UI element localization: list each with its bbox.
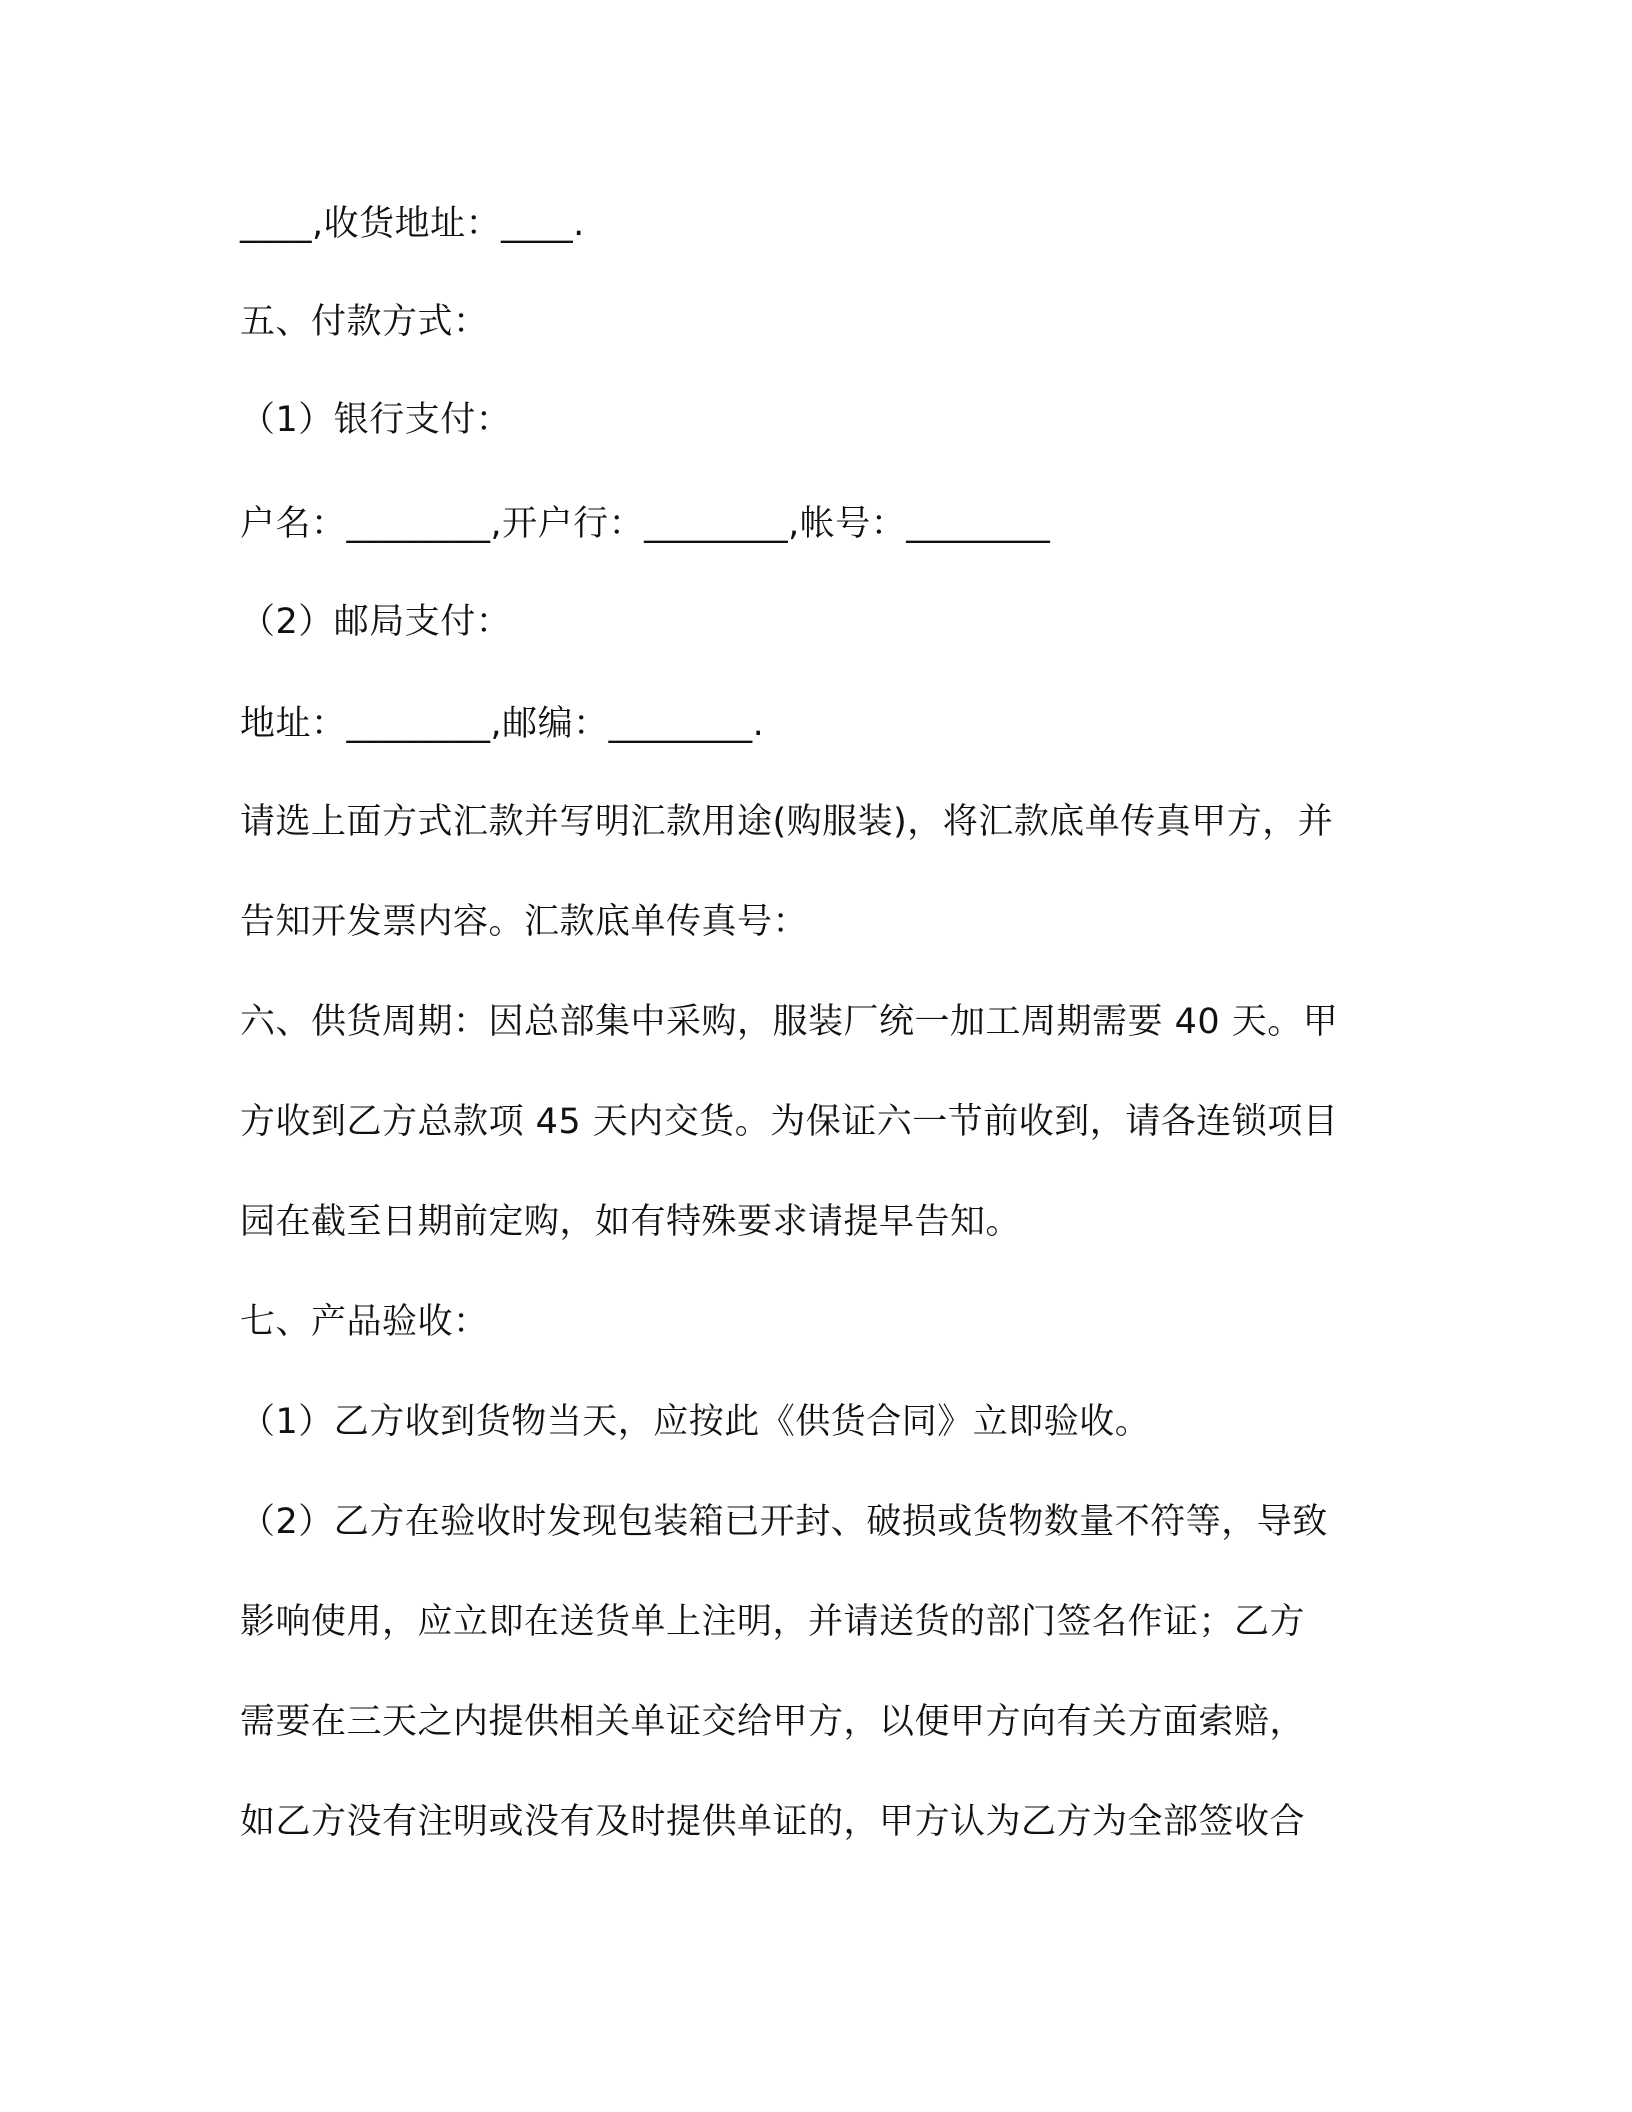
text-line-bank-account: 户名：________,开户行：________,帐号：________ [240, 504, 1051, 544]
list-item-acceptance-2: （2）乙方在验收时发现包装箱已开封、破损或货物数量不符等，导致 [240, 1502, 1328, 1542]
section-heading-supply-period: 六、供货周期：因总部集中采购，服装厂统一加工周期需要 40 天。甲 [240, 1002, 1339, 1042]
paragraph-line: 影响使用，应立即在送货单上注明，并请送货的部门签名作证；乙方 [240, 1602, 1306, 1642]
paragraph-line: 告知开发票内容。汇款底单传真号： [240, 902, 809, 942]
text-line-postal-address: 地址：________,邮编：________. [240, 704, 765, 744]
paragraph-line: 需要在三天之内提供相关单证交给甲方，以便甲方向有关方面索赔， [240, 1702, 1306, 1742]
subheading-bank-payment: （1）银行支付： [240, 400, 512, 440]
paragraph-line: 如乙方没有注明或没有及时提供单证的，甲方认为乙方为全部签收合 [240, 1802, 1306, 1842]
section-heading-product-acceptance: 七、产品验收： [240, 1302, 489, 1342]
subheading-postal-payment: （2）邮局支付： [240, 602, 512, 642]
paragraph-line: 方收到乙方总款项 45 天内交货。为保证六一节前收到，请各连锁项目 [240, 1102, 1339, 1142]
paragraph-line: 请选上面方式汇款并写明汇款用途(购服装)，将汇款底单传真甲方，并 [240, 802, 1334, 842]
section-heading-payment-method: 五、付款方式： [240, 302, 489, 342]
list-item-acceptance-1: （1）乙方收到货物当天，应按此《供货合同》立即验收。 [240, 1402, 1151, 1442]
paragraph-line: 园在截至日期前定购，如有特殊要求请提早告知。 [240, 1202, 1022, 1242]
text-line-delivery-address: ____,收货地址：____. [240, 204, 585, 244]
